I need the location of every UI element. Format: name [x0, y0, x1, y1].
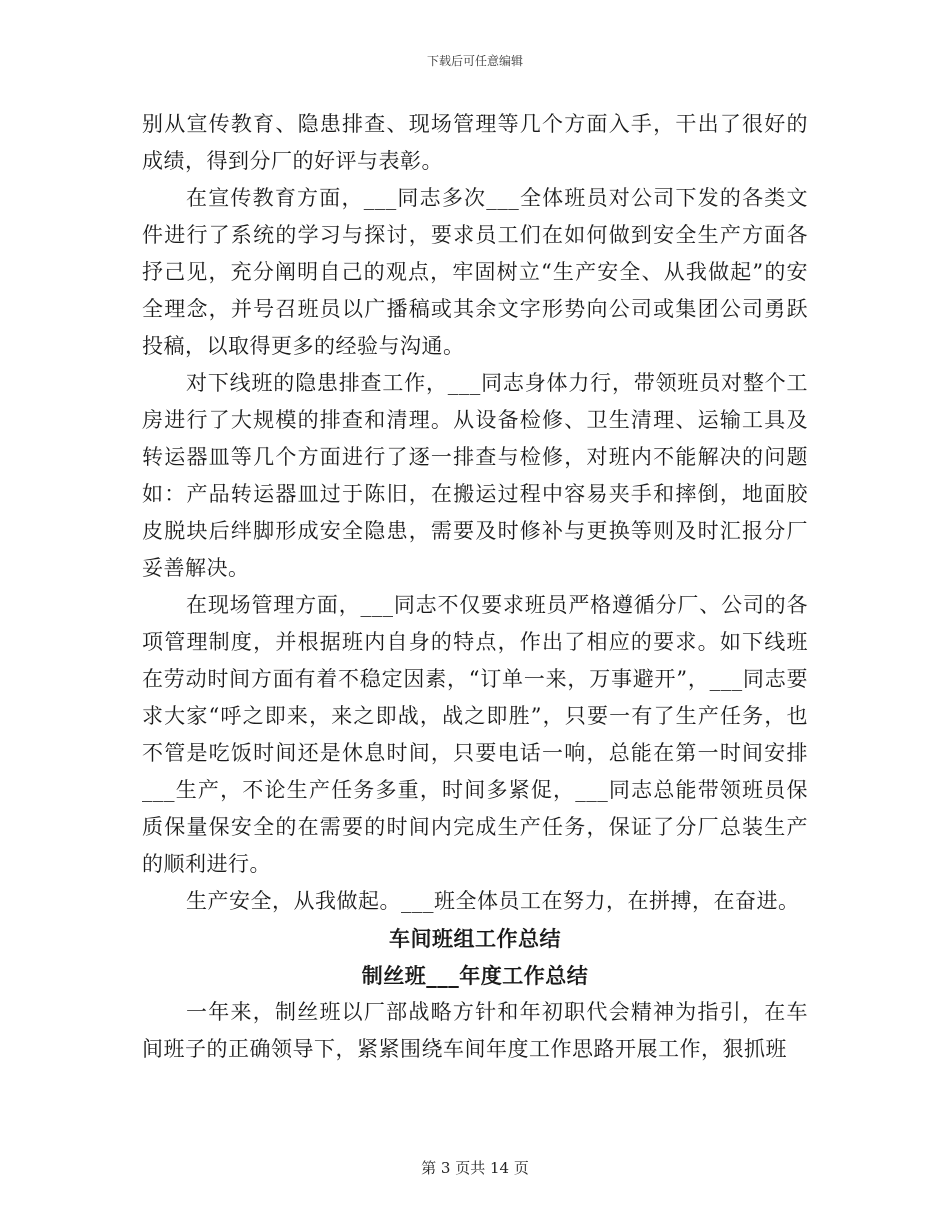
section-subtitle: 制丝班___年度工作总结: [361, 963, 589, 988]
paragraph-4: 在现场管理方面，___同志不仅要求班员严格遵循分厂、公司的各项管理制度，并根据班内自身的特点，作出了相应的要求。如下线班在劳动时间方面有着不稳定因素，“订单一来，万事避开”，___同志要求大家“呼之即来，来之即战，战之即胜”，只要一有了生产任务，也不管是吃饭时间还是休息时间，只要电话一响，总能在第一时间安排___生产，不论生产任务多重，时间多紧促，___同志总能带领班员保质保量保安全的在需要的时间内完成生产任务，保证了分厂总装生产的顺利进行。: [142, 593, 808, 876]
paragraph-5: 生产安全，从我做起。___班全体员工在努力，在拼搏，在奋进。: [186, 889, 800, 913]
page-header: 下载后可任意编辑: [426, 54, 523, 68]
paragraph-2: 在宣传教育方面，___同志多次___全体班员对公司下发的各类文件进行了系统的学习与探讨，要求员工们在如何做到安全生产方面各抒己见，充分阐明自己的观点，牢固树立“生产安全、从我做起”的安全理念，并号召班员以广播稿或其余文字形势向公司或集团公司勇跃投稿，以取得更多的经验与沟通。: [142, 186, 808, 358]
paragraph-1: 别从宣传教育、隐患排查、现场管理等几个方面入手，干出了很好的成绩，得到分厂的好评与表彰。: [142, 112, 808, 173]
paragraph-3: 对下线班的隐患排查工作，___同志身体力行，带领班员对整个工房进行了大规模的排查和清理。从设备检修、卫生清理、运输工具及转运器皿等几个方面进行了逐一排查与检修，对班内不能解决的问题如：产品转运器皿过于陈旧，在搬运过程中容易夹手和摔倒，地面胶皮脱块后绊脚形成安全隐患，需要及时修补与更换等则及时汇报分厂妥善解决。: [142, 371, 808, 580]
page-footer: 第 3 页共 14 页: [421, 1159, 529, 1177]
paragraph-6: 一年来，制丝班以厂部战略方针和年初职代会精神为指引，在车间班子的正确领导下，紧紧围绕车间年度工作思路开展工作，狠抓班: [142, 1000, 808, 1061]
document-body: [142, 106, 808, 1068]
section-title: 车间班组工作总结: [389, 926, 561, 951]
